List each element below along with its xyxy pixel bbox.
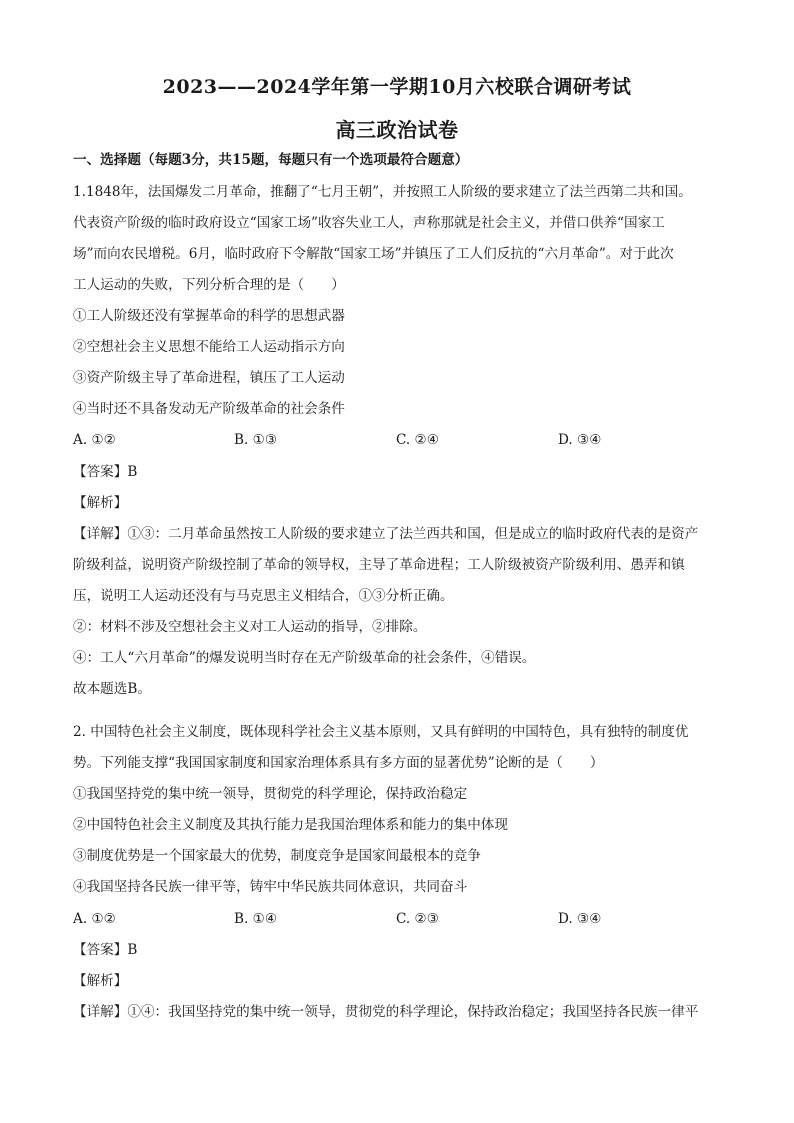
q1-statement: ④当时还不具备发动无产阶级革命的社会条件 [73,401,345,417]
q2-option-c: C. ②③ [396,911,439,927]
q1-statement: ①工人阶级还没有掌握革命的科学的思想武器 [73,308,345,324]
q2-analysis-label: 【解析】 [73,973,128,989]
q2-option-b: B. ①④ [234,911,278,927]
q1-stem-line: 场”而向农民增税。6月，临时政府下令解散“国家工场”并镇压了工人们反抗的“六月革命”。对于此次 [73,246,674,262]
q2-statement: ①我国坚持党的集中统一领导，贯彻党的科学理论，保持政治稳定 [73,786,468,802]
q1-analysis-line: 阶级利益，说明资产阶级控制了革命的领导权，主导了革命进程；工人阶级被资产阶级利用、愚弄和镇 [73,557,685,573]
section-heading: 一、选择题（每题3分，共15题，每题只有一个选项最符合题意） [73,152,469,168]
q1-option-d: D. ③④ [558,432,602,448]
q1-conclusion: 故本题选B。 [73,681,151,697]
q2-answer: 【答案】B [73,942,138,958]
q1-option-c: C. ②④ [396,432,439,448]
q1-analysis-label: 【解析】 [73,495,128,511]
q1-analysis-line: ②：材料不涉及空想社会主义对工人运动的指导，②排除。 [73,619,427,635]
q2-stem-line: 2. 中国特色社会主义制度，既体现科学社会主义基本原则，又具有鲜明的中国特色，具有独特的制度优 [73,724,689,740]
q2-stem-line: 势。下列能支撑“我国国家制度和国家治理体系具有多方面的显著优势”论断的是（ ） [73,755,604,771]
q1-stem-line: 1.1848年，法国爆发二月革命，推翻了“七月王朝”，并按照工人阶级的要求建立了法兰西第二共和国。 [73,184,692,200]
q1-statement: ②空想社会主义思想不能给工人运动指示方向 [73,339,345,355]
q2-statement: ③制度优势是一个国家最大的优势，制度竞争是国家间最根本的竞争 [73,848,481,864]
q2-statement: ④我国坚持各民族一律平等，铸牢中华民族共同体意识，共同奋斗 [73,879,468,895]
q2-statement: ②中国特色社会主义制度及其执行能力是我国治理体系和能力的集中体现 [73,817,508,833]
q1-statement: ③资产阶级主导了革命进程，镇压了工人运动 [73,370,345,386]
q1-option-b: B. ①③ [234,432,278,448]
q1-analysis-line: 【详解】①③：二月革命虽然按工人阶级的要求建立了法兰西共和国，但是成立的临时政府代表的是资产 [73,526,699,542]
q1-stem-line: 代表资产阶级的临时政府设立“国家工场”收容失业工人，声称那就是社会主义，并借口供养“国家工 [73,215,665,231]
q1-option-a: A. ①② [73,432,116,448]
q2-option-a: A. ①② [73,911,116,927]
exam-title: 2023——2024学年第一学期10月六校联合调研考试 [162,76,632,98]
q2-option-d: D. ③④ [558,911,602,927]
q2-analysis-line: 【详解】①④：我国坚持党的集中统一领导，贯彻党的科学理论，保持政治稳定；我国坚持各民族一律平 [73,1004,699,1020]
q1-analysis-line: ④：工人“六月革命”的爆发说明当时存在无产阶级革命的社会条件，④错误。 [73,650,536,666]
exam-subtitle: 高三政治试卷 [335,118,459,142]
q1-analysis-line: 压，说明工人运动还没有与马克思主义相结合，①③分析正确。 [73,588,454,604]
q1-answer: 【答案】B [73,464,138,480]
q1-stem-line: 工人运动的失败，下列分析合理的是（ ） [73,277,345,293]
